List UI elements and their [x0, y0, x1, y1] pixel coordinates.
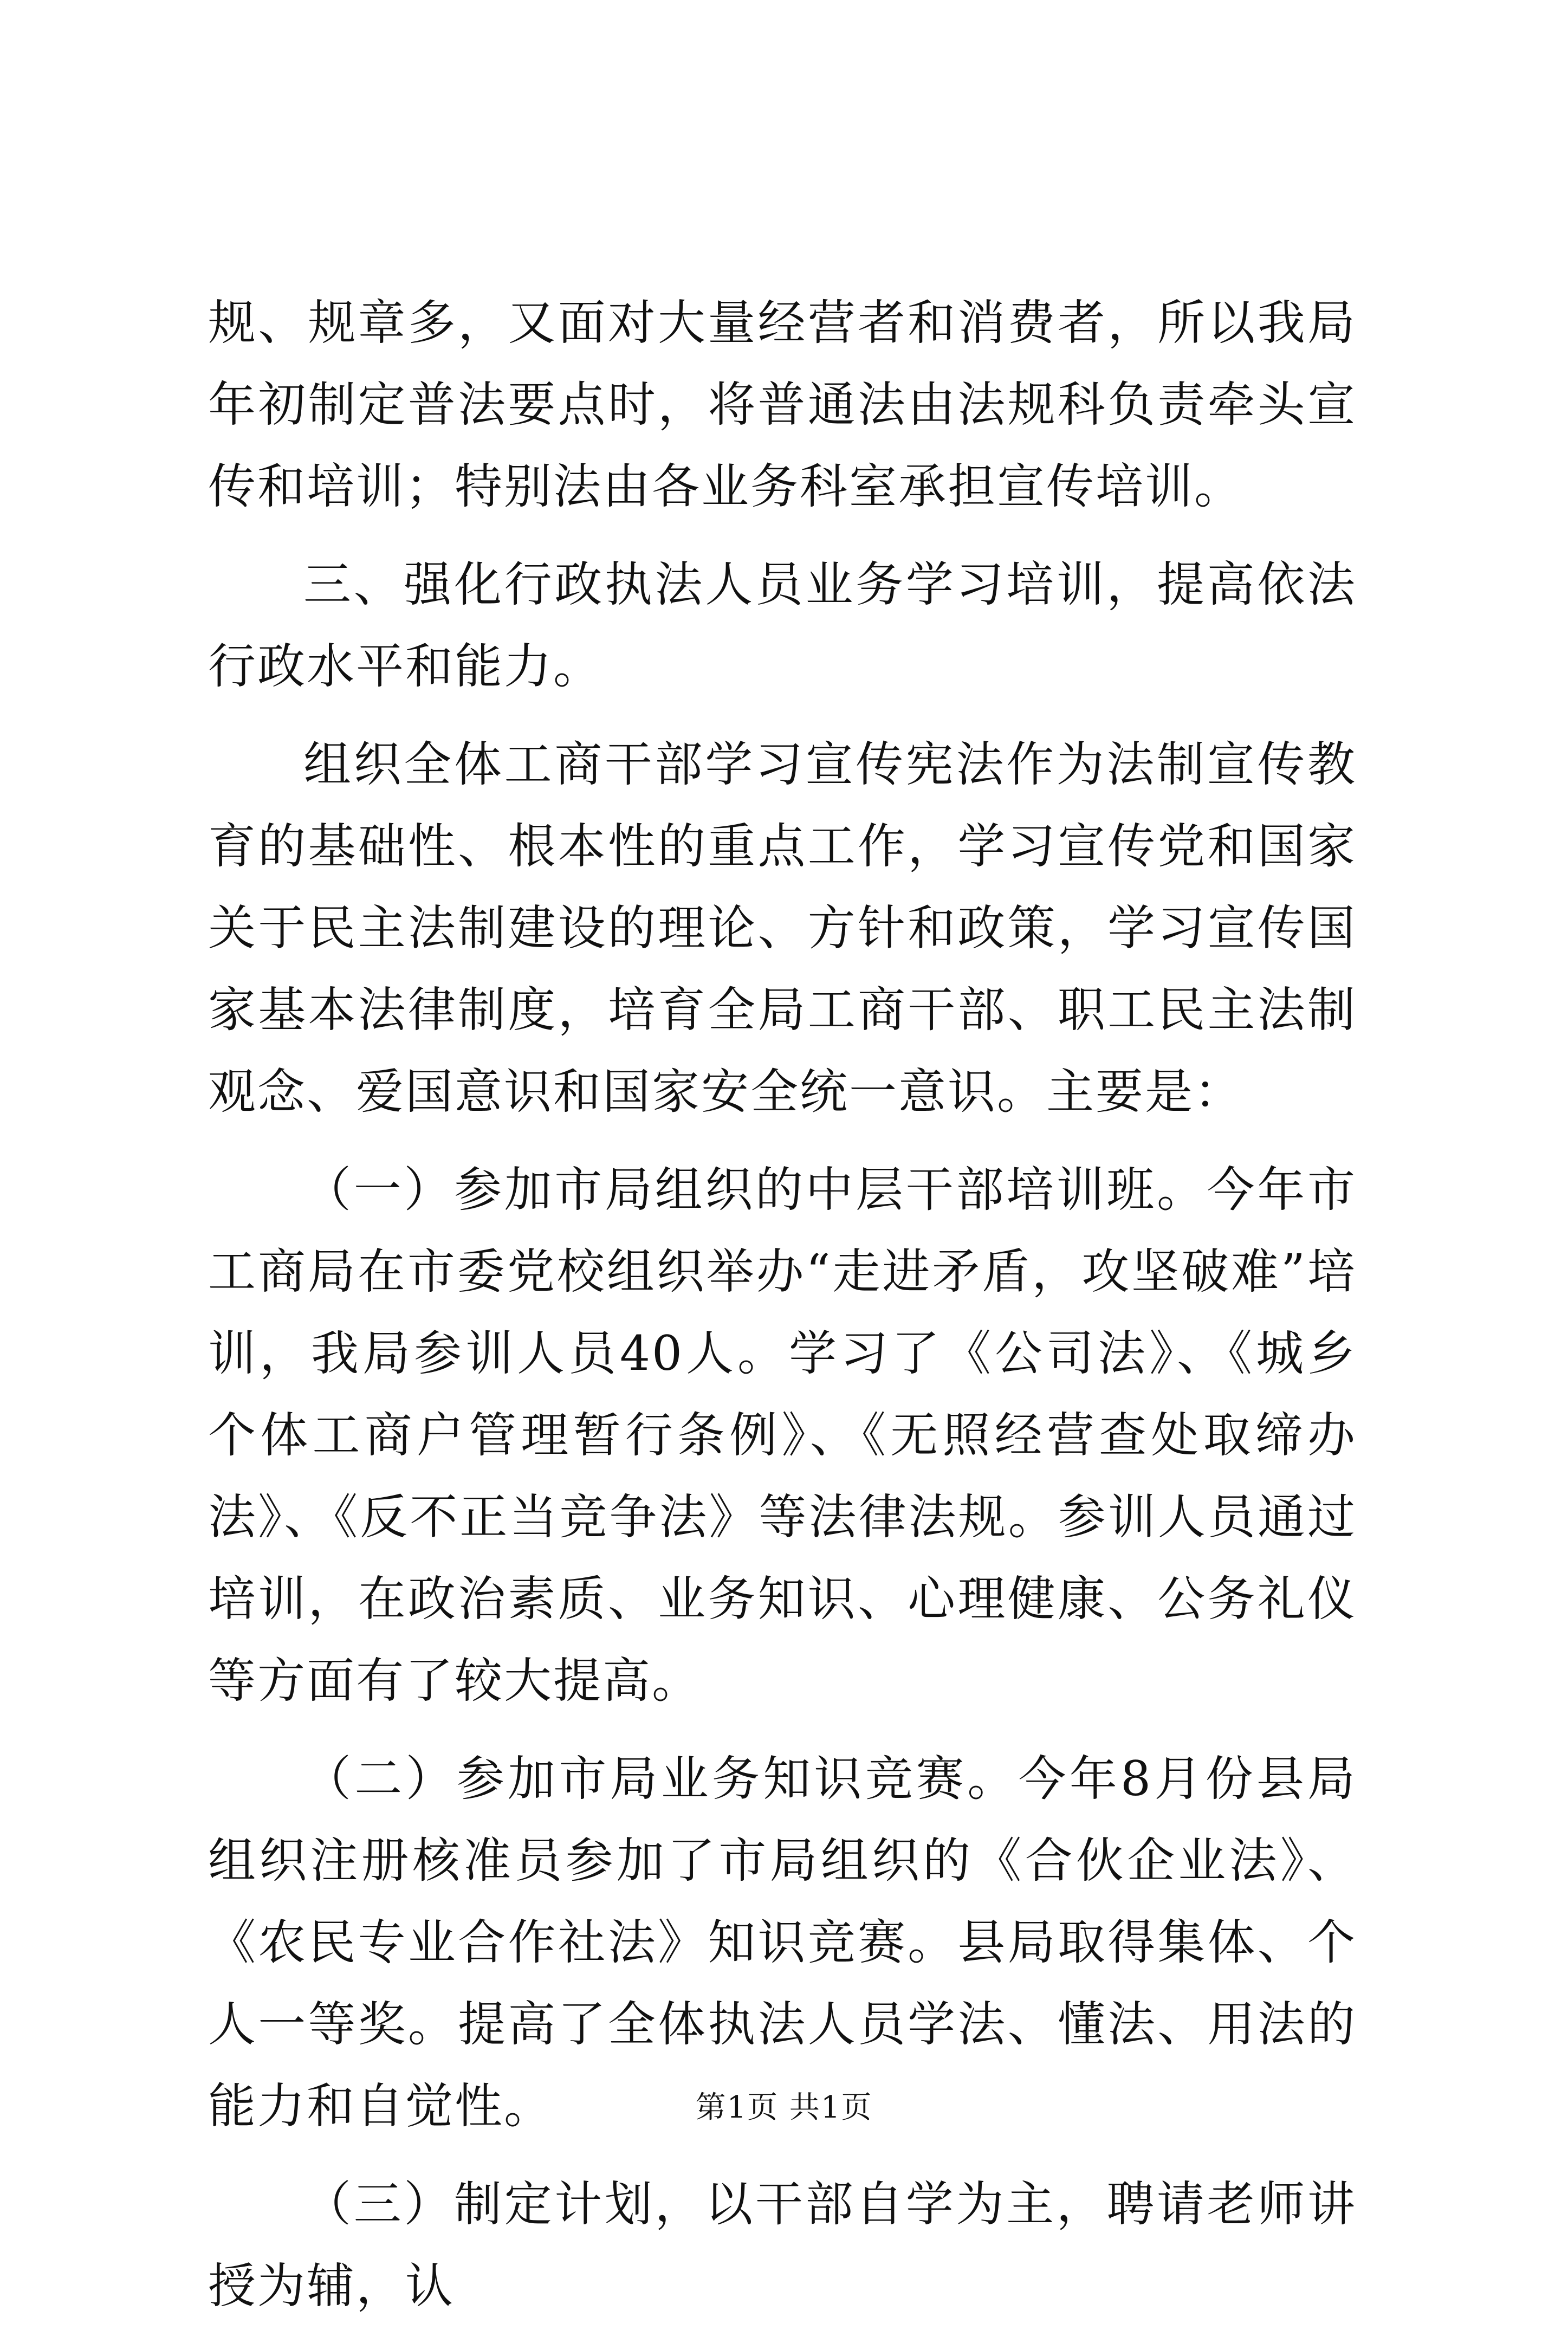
paragraph-item-one: （一）参加市局组织的中层干部培训班。今年市工商局在市委党校组织举办“走进矛盾，攻坚破难”培训，我局参训人员40人。学习了《公司法》、《城乡个体工商户管理暂行条例》、《无照经营查处取缔办法》、《反不正当竞争法》等法律法规。参训人员通过培训，在政治素质、业务知识、心理健康、公务礼仪等方面有了较大提高。 [208, 1162, 1357, 1708]
section-heading-three: 三、强化行政执法人员业务学习培训，提高依法行政水平和能力。 [208, 556, 1357, 694]
page-footer [0, 2089, 1568, 2127]
paragraph-item-three: （三）制定计划，以干部自学为主，聘请老师讲授为辅，认 [208, 2176, 1357, 2314]
document-body [208, 282, 1357, 2343]
page-number-label: 第1页 共1页 [695, 2090, 873, 2125]
paragraph-item-two: （二）参加市局业务知识竞赛。今年8月份县局组织注册核准员参加了市局组织的《合伙企业法》、《农民专业合作社法》知识竞赛。县局取得集体、个人一等奖。提高了全体执法人员学法、懂法、用法的能力和自觉性。 [208, 1751, 1357, 2134]
paragraph-constitution-study: 组织全体工商干部学习宣传宪法作为法制宣传教育的基础性、根本性的重点工作，学习宣传党和国家关于民主法制建设的理论、方针和政策，学习宣传国家基本法律制度，培育全局工商干部、职工民主法制观念、爱国意识和国家安全统一意识。主要是： [208, 736, 1357, 1119]
paragraph-continuation: 规、规章多，又面对大量经营者和消费者，所以我局年初制定普法要点时，将普通法由法规科负责牵头宣传和培训；特别法由各业务科室承担宣传培训。 [208, 295, 1357, 514]
